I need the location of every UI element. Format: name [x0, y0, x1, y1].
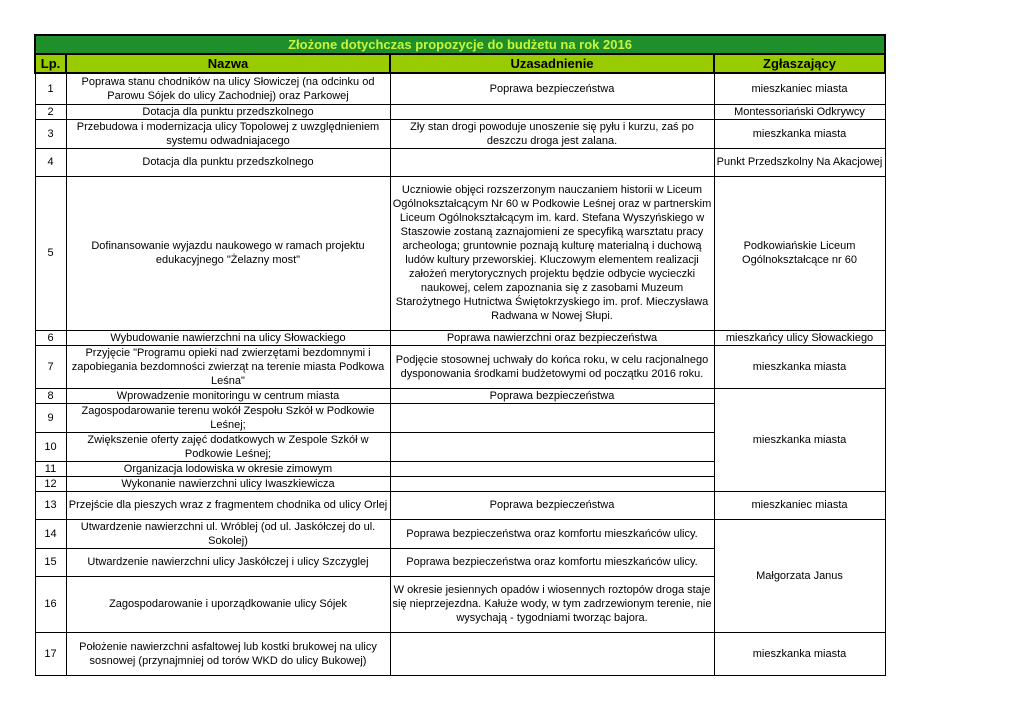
row-nazwa: Przyjęcie "Programu opieki nad zwierzętami bezdomnymi i zapobiegania bezdomności zwierząt na terenie miasta Podkowa Leśna": [66, 345, 390, 388]
row-uzasadnienie: [390, 476, 714, 491]
row-lp: 7: [35, 345, 66, 388]
row-uzasadnienie: Podjęcie stosownej uchwały do końca roku, w celu racjonalnego dysponowania środkami budżetowymi od początku 2016 roku.: [390, 345, 714, 388]
header-uzasadnienie: Uzasadnienie: [390, 54, 714, 73]
row-uzasadnienie: W okresie jesiennych opadów i wiosennych roztopów droga staje się nieprzejezdna. Kałuże wody, w tym zadrzewionym terenie, nie wysychają - tygodniami tworząc bajora.: [390, 576, 714, 632]
row-nazwa: Przejście dla pieszych wraz z fragmentem chodnika od ulicy Orlej: [66, 491, 390, 519]
table-title: Złożone dotychczas propozycje do budżetu na rok 2016: [35, 35, 885, 54]
row-zglaszajacy: Montessoriański Odkrywcy: [714, 104, 885, 119]
row-lp: 14: [35, 519, 66, 548]
row-lp: 3: [35, 119, 66, 148]
table-row: [35, 148, 885, 176]
row-uzasadnienie: [390, 461, 714, 476]
row-uzasadnienie: Poprawa bezpieczeństwa: [390, 73, 714, 104]
row-uzasadnienie: [390, 403, 714, 432]
row-uzasadnienie: [390, 104, 714, 119]
row-uzasadnienie: Poprawa bezpieczeństwa: [390, 388, 714, 403]
row-lp: 12: [35, 476, 66, 491]
row-lp: 17: [35, 632, 66, 675]
row-nazwa: Dotacja dla punktu przedszkolnego: [66, 104, 390, 119]
row-zglaszajacy: mieszkanka miasta: [714, 388, 885, 491]
row-uzasadnienie: Poprawa bezpieczeństwa: [390, 491, 714, 519]
row-lp: 9: [35, 403, 66, 432]
row-uzasadnienie: Uczniowie objęci rozszerzonym nauczaniem historii w Liceum Ogólnokształcącym Nr 60 w Podkowie Leśnej oraz w partnerskim Liceum Ogólnokształcącym im. kard. Stefana Wyszyńskiego w Staszowie zostaną zaznajomieni ze specyfiką warsztatu pracy archeologa; gruntownie poznają kulturę materialną i duchową ludów kultury przeworskiej. Kluczowym elementem realizacji założeń merytorycznych projektu będzie odbycie wycieczki naukowej, celem zapoznania się z zasobami Muzeum Starożytnego Hutnictwa Świętokrzyskiego im. prof. Mieczysława Radwana w Nowej Słupi.: [390, 176, 714, 330]
row-lp: 15: [35, 548, 66, 576]
row-lp: 13: [35, 491, 66, 519]
table-row: [35, 491, 885, 519]
header-zglaszajacy: Zgłaszający: [714, 54, 885, 73]
row-nazwa: Utwardzenie nawierzchni ul. Wróblej (od ul. Jaskółczej do ul. Sokolej): [66, 519, 390, 548]
row-nazwa: Zwiększenie oferty zajęć dodatkowych w Zespole Szkół w Podkowie Leśnej;: [66, 432, 390, 461]
row-uzasadnienie: Poprawa nawierzchni oraz bezpieczeństwa: [390, 330, 714, 345]
header-lp: Lp.: [35, 54, 66, 73]
row-zglaszajacy: mieszkanka miasta: [714, 632, 885, 675]
table-row: [35, 104, 885, 119]
row-nazwa: Wybudowanie nawierzchni na ulicy Słowackiego: [66, 330, 390, 345]
row-lp: 4: [35, 148, 66, 176]
row-lp: 8: [35, 388, 66, 403]
table-row: [35, 388, 885, 403]
row-nazwa: Dofinansowanie wyjazdu naukowego w ramach projektu edukacyjnego "Żelazny most": [66, 176, 390, 330]
table-row: [35, 345, 885, 388]
row-nazwa: Położenie nawierzchni asfaltowej lub kostki brukowej na ulicy sosnowej (przynajmniej od torów WKD do ulicy Bukowej): [66, 632, 390, 675]
row-lp: 5: [35, 176, 66, 330]
row-lp: 6: [35, 330, 66, 345]
row-uzasadnienie: Poprawa bezpieczeństwa oraz komfortu mieszkańców ulicy.: [390, 519, 714, 548]
row-nazwa: Zagospodarowanie terenu wokół Zespołu Szkół w Podkowie Leśnej;: [66, 403, 390, 432]
proposals-table: [34, 34, 886, 676]
row-lp: 1: [35, 73, 66, 104]
row-nazwa: Zagospodarowanie i uporządkowanie ulicy Sójek: [66, 576, 390, 632]
row-lp: 11: [35, 461, 66, 476]
row-lp: 2: [35, 104, 66, 119]
row-nazwa: Dotacja dla punktu przedszkolnego: [66, 148, 390, 176]
table-row: [35, 119, 885, 148]
table-row: [35, 632, 885, 675]
row-lp: 16: [35, 576, 66, 632]
row-zglaszajacy: mieszkaniec miasta: [714, 491, 885, 519]
row-uzasadnienie: Zły stan drogi powoduje unoszenie się pyłu i kurzu, zaś po deszczu droga jest zalana.: [390, 119, 714, 148]
row-zglaszajacy: mieszkańcy ulicy Słowackiego: [714, 330, 885, 345]
header-row: [35, 54, 885, 73]
row-zglaszajacy: Podkowiańskie Liceum Ogólnokształcące nr 60: [714, 176, 885, 330]
table-row: [35, 176, 885, 330]
row-nazwa: Utwardzenie nawierzchni ulicy Jaskółczej i ulicy Szczyglej: [66, 548, 390, 576]
table-row: [35, 330, 885, 345]
row-zglaszajacy: mieszkanka miasta: [714, 119, 885, 148]
table-row: [35, 519, 885, 548]
row-lp: 10: [35, 432, 66, 461]
table-row: [35, 73, 885, 104]
row-nazwa: Wprowadzenie monitoringu w centrum miasta: [66, 388, 390, 403]
row-zglaszajacy: mieszkaniec miasta: [714, 73, 885, 104]
row-nazwa: Wykonanie nawierzchni ulicy Iwaszkiewicza: [66, 476, 390, 491]
row-uzasadnienie: Poprawa bezpieczeństwa oraz komfortu mieszkańców ulicy.: [390, 548, 714, 576]
row-uzasadnienie: [390, 432, 714, 461]
row-uzasadnienie: [390, 148, 714, 176]
row-zglaszajacy: Punkt Przedszkolny Na Akacjowej: [714, 148, 885, 176]
row-nazwa: Poprawa stanu chodników na ulicy Słowiczej (na odcinku od Parowu Sójek do ulicy Zachodniej) oraz Parkowej: [66, 73, 390, 104]
row-uzasadnienie: [390, 632, 714, 675]
row-nazwa: Organizacja lodowiska w okresie zimowym: [66, 461, 390, 476]
row-zglaszajacy: mieszkanka miasta: [714, 345, 885, 388]
row-zglaszajacy: Małgorzata Janus: [714, 519, 885, 632]
title-row: [35, 35, 885, 54]
header-nazwa: Nazwa: [66, 54, 390, 73]
row-nazwa: Przebudowa i modernizacja ulicy Topolowej z uwzględnieniem systemu odwadniajacego: [66, 119, 390, 148]
